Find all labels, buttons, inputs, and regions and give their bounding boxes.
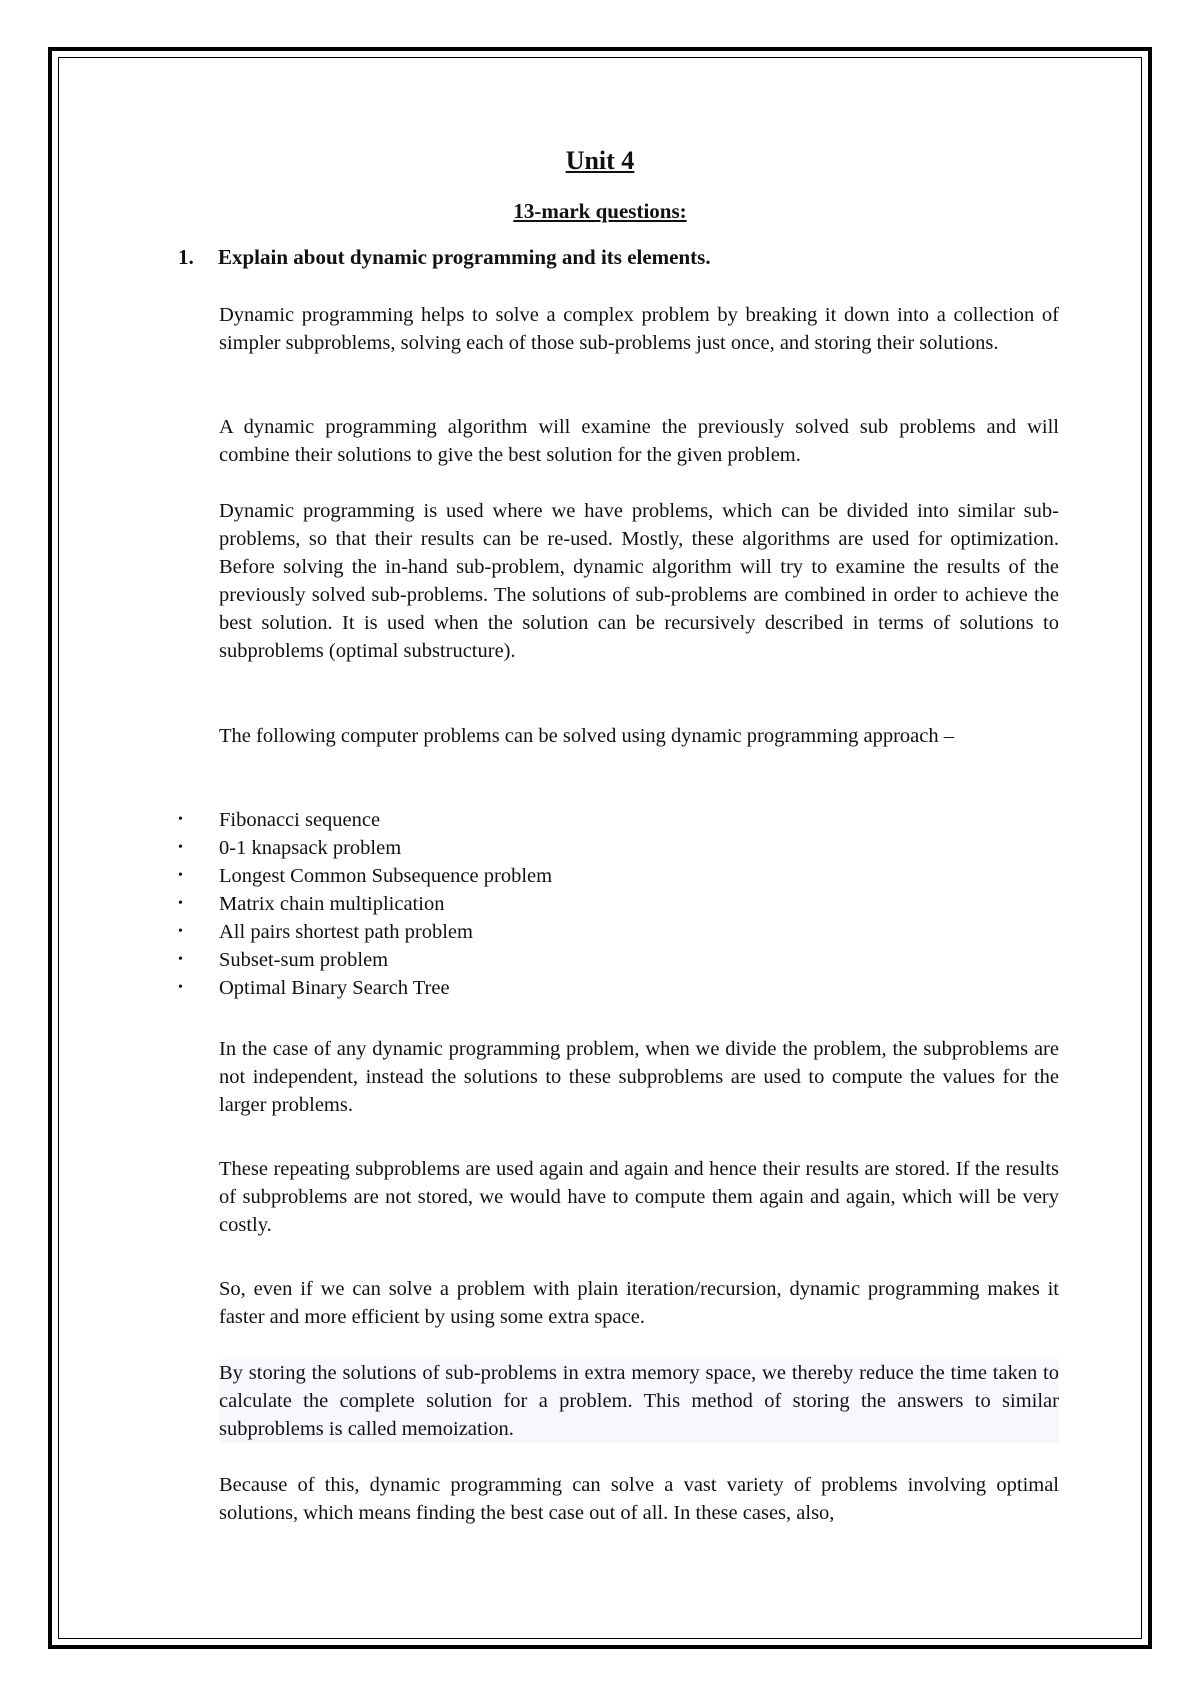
list-item-text: Longest Common Subsequence problem bbox=[219, 865, 553, 887]
list-item-text: 0-1 knapsack problem bbox=[219, 837, 402, 859]
paragraph: Dynamic programming helps to solve a complex problem by breaking it down into a collection of simpler subproblems, solving each of those sub-problems just once, and storing their solutions. bbox=[219, 304, 1059, 354]
list-item bbox=[178, 974, 552, 1002]
list-item bbox=[178, 918, 552, 946]
unit-title: Unit 4 bbox=[565, 146, 635, 175]
list-item bbox=[178, 862, 552, 890]
bullet-icon: • bbox=[178, 896, 183, 911]
paragraph: Because of this, dynamic programming can solve a vast variety of problems involving optimal solutions, which means finding the best case out of all. In these cases, also, bbox=[219, 1474, 1059, 1524]
bullet-icon: • bbox=[178, 868, 183, 883]
question-number: 1. bbox=[178, 245, 194, 269]
bullet-icon: • bbox=[178, 812, 183, 827]
paragraph: A dynamic programming algorithm will examine the previously solved sub problems and will combine their solutions to give the best solution for the given problem. bbox=[219, 416, 1059, 466]
paragraph: In the case of any dynamic programming problem, when we divide the problem, the subproblems are not independent, instead the solutions to these subproblems are used to compute the values for the larger problems. bbox=[219, 1038, 1059, 1116]
list-item-text: Fibonacci sequence bbox=[219, 809, 381, 831]
bullet-icon: • bbox=[178, 840, 183, 855]
paragraph: Dynamic programming is used where we have problems, which can be divided into similar sub-problems, so that their results can be re-used. Mostly, these algorithms are used for optimization. Before solving the in-hand sub-problem, dynamic algorithm will try to examine the results of the previously solved sub-problems. The solutions of sub-problems are combined in order to achieve the best solution. It is used when the solution can be recursively described in terms of solutions to subproblems (optimal substructure). bbox=[219, 500, 1059, 662]
paragraph: So, even if we can solve a problem with plain iteration/recursion, dynamic programming makes it faster and more efficient by using some extra space. bbox=[219, 1278, 1059, 1328]
list-item-text: Optimal Binary Search Tree bbox=[219, 977, 450, 999]
list-item bbox=[178, 946, 552, 974]
paragraph: These repeating subproblems are used again and again and hence their results are stored. If the results of subproblems are not stored, we would have to compute them again and again, which will be very costly. bbox=[219, 1158, 1059, 1236]
paragraph-highlighted: By storing the solutions of sub-problems in extra memory space, we thereby reduce the time taken to calculate the complete solution for a problem. This method of storing the answers to similar subproblems is called memoization. bbox=[219, 1359, 1059, 1443]
list-item bbox=[178, 890, 552, 918]
bullet-icon: • bbox=[178, 952, 183, 967]
question-heading bbox=[178, 245, 711, 270]
list-item bbox=[178, 806, 552, 834]
bullet-icon: • bbox=[178, 924, 183, 939]
section-title: 13-mark questions: bbox=[513, 199, 687, 223]
question-text: Explain about dynamic programming and its elements. bbox=[218, 245, 711, 269]
bullet-list bbox=[178, 806, 552, 1002]
list-item-text: All pairs shortest path problem bbox=[219, 921, 473, 943]
bullet-icon: • bbox=[178, 980, 183, 995]
list-item-text: Subset-sum problem bbox=[219, 949, 389, 971]
list-item bbox=[178, 834, 552, 862]
list-item-text: Matrix chain multiplication bbox=[219, 893, 445, 915]
paragraph: The following computer problems can be solved using dynamic programming approach – bbox=[219, 725, 954, 747]
